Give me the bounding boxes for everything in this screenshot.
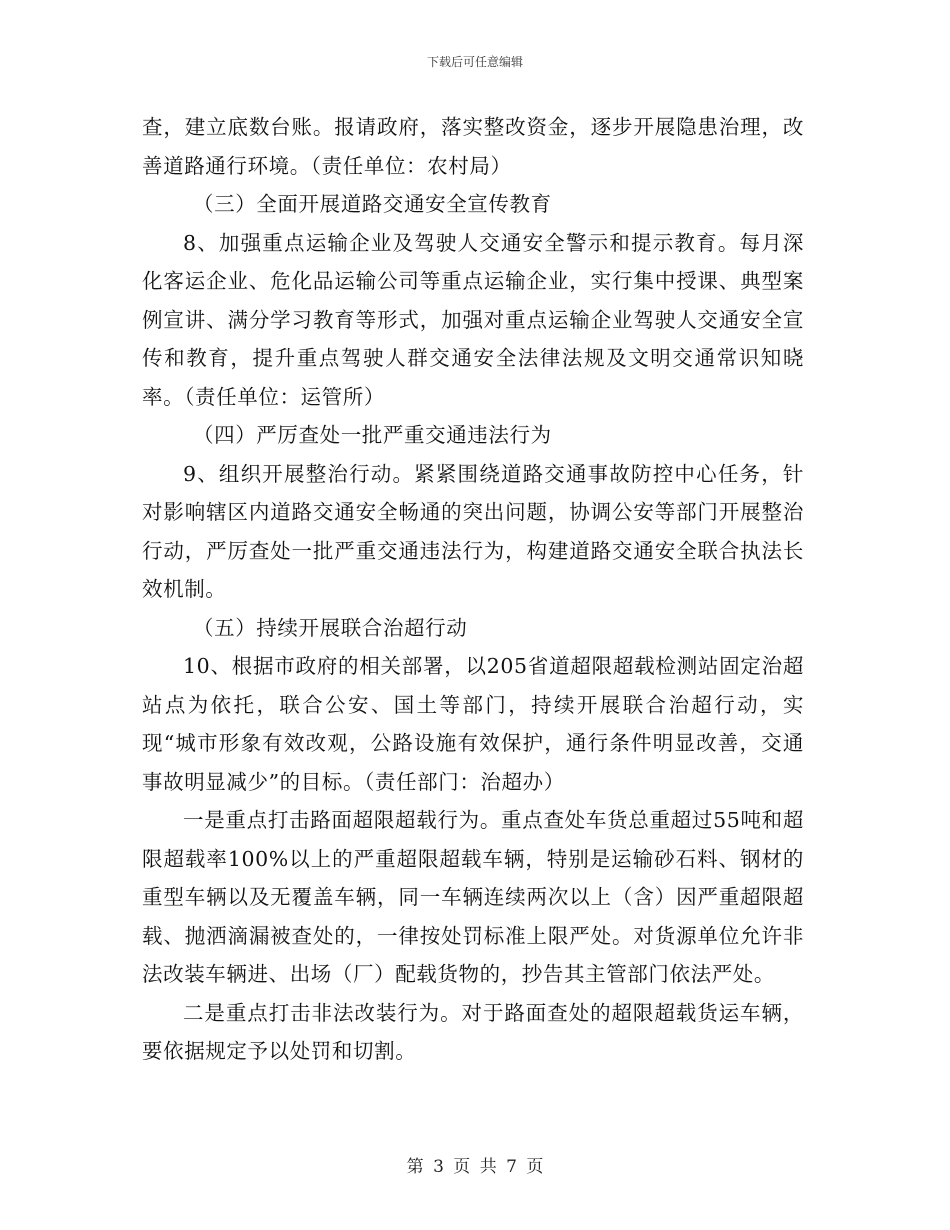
section-heading-3: （三）全面开展道路交通安全宣传教育 bbox=[193, 192, 552, 216]
document-body bbox=[142, 108, 804, 1071]
page-header: 下载后可任意编辑 bbox=[426, 55, 523, 69]
paragraph-item-10: 10、根据市政府的相关部署，以205省道超限超载检测站固定治超站点为依托，联合公安、国土等部门，持续开展联合治超行动，实现“城市形象有效改观，公路设施有效保护，通行条件明显改善，交通事故明显减少”的目标。（责任部门：治超办） bbox=[142, 654, 804, 794]
paragraph-continuation: 查，建立底数台账。报请政府，落实整改资金，逐步开展隐患治理，改善道路通行环境。（责任单位：农村局） bbox=[142, 115, 804, 178]
paragraph-item-9: 9、组织开展整治行动。紧紧围绕道路交通事故防控中心任务，针对影响辖区内道路交通安全畅通的突出问题，协调公安等部门开展整治行动，严厉查处一批严重交通违法行为，构建道路交通安全联合执法长效机制。 bbox=[142, 461, 804, 601]
section-heading-5: （五）持续开展联合治超行动 bbox=[193, 615, 468, 640]
paragraph-item-8: 8、加强重点运输企业及驾驶人交通安全警示和提示教育。每月深化客运企业、危化品运输公司等重点运输企业，实行集中授课、典型案例宣讲、满分学习教育等形式，加强对重点运输企业驾驶人交通安全宣传和教育，提升重点驾驶人群交通安全法律法规及文明交通常识知晓率。（责任单位：运管所） bbox=[142, 230, 804, 409]
paragraph-point-1: 一是重点打击路面超限超载行为。重点查处车货总重超过55吨和超限超载率100%以上的严重超限超载车辆，特别是运输砂石料、钢材的重型车辆以及无覆盖车辆，同一车辆连续两次以上（含）因严重超限超载、抛洒滴漏被查处的，一律按处罚标准上限严处。对货源单位允许非法改装车辆进、出场（厂）配载货物的，抄告其主管部门依法严处。 bbox=[142, 808, 804, 986]
section-heading-4: （四）严厉查处一批严重交通违法行为 bbox=[193, 423, 552, 447]
paragraph-point-2: 二是重点打击非法改装行为。对于路面查处的超限超载货运车辆，要依据规定予以处罚和切割。 bbox=[142, 1000, 804, 1063]
page-number: 第 3 页 共 7 页 bbox=[406, 1157, 544, 1177]
